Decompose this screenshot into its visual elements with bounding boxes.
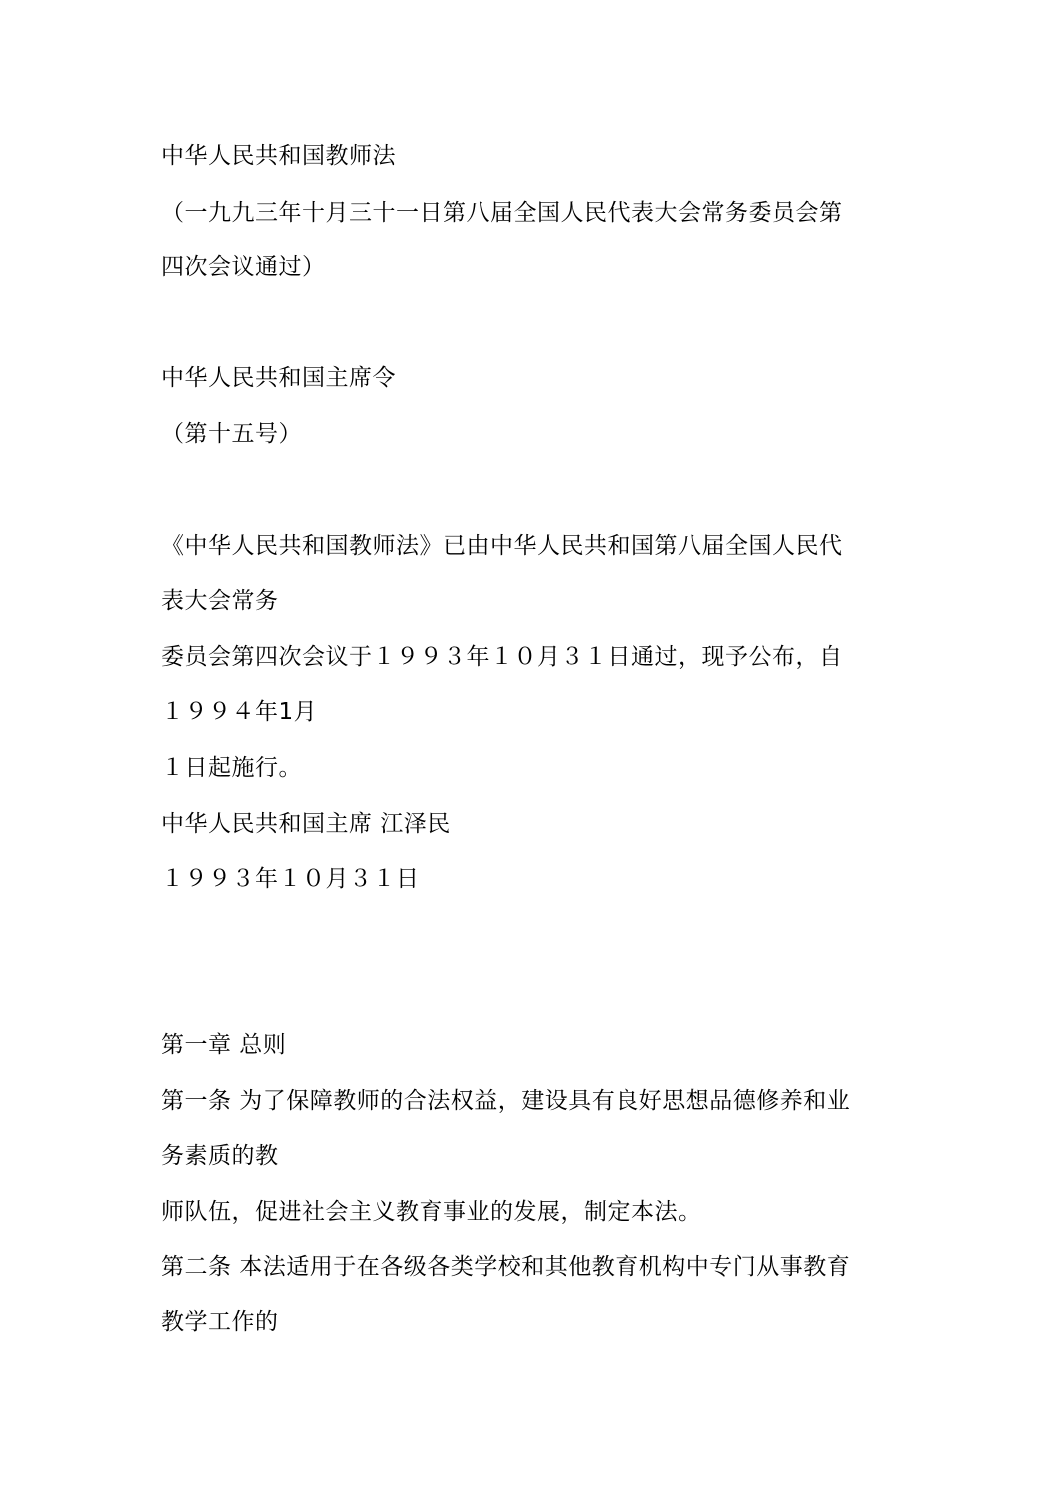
signing-date: １９９３年１０月３１日: [161, 866, 420, 892]
article-2-line-1: 第二条 本法适用于在各级各类学校和其他教育机构中专门从事教育: [161, 1254, 851, 1280]
article-1-line-3: 师队伍，促进社会主义教育事业的发展，制定本法。: [161, 1199, 702, 1225]
chapter-heading: 第一章 总则: [161, 1032, 287, 1058]
promulgation-line-1: 《中华人民共和国教师法》已由中华人民共和国第八届全国人民代: [161, 533, 843, 559]
signatory: 中华人民共和国主席 江泽民: [161, 811, 451, 837]
adoption-note-line-1: （一九九三年十月三十一日第八届全国人民代表大会常务委员会第: [161, 200, 843, 226]
promulgation-line-5: １日起施行。: [161, 755, 302, 781]
law-title: 中华人民共和国教师法: [161, 143, 396, 169]
article-1-line-1: 第一条 为了保障教师的合法权益，建设具有良好思想品德修养和业: [161, 1088, 851, 1114]
presidential-order-title: 中华人民共和国主席令: [161, 365, 396, 391]
promulgation-line-4: １９９４年1月: [161, 699, 318, 725]
adoption-note-line-2: 四次会议通过）: [161, 254, 326, 280]
promulgation-line-2: 表大会常务: [161, 588, 279, 614]
promulgation-line-3: 委员会第四次会议于１９９３年１０月３１日通过，现予公布，自: [161, 644, 843, 670]
article-1-line-2: 务素质的教: [161, 1143, 279, 1169]
article-2-line-2: 教学工作的: [161, 1309, 279, 1335]
presidential-order-number: （第十五号）: [161, 421, 302, 447]
